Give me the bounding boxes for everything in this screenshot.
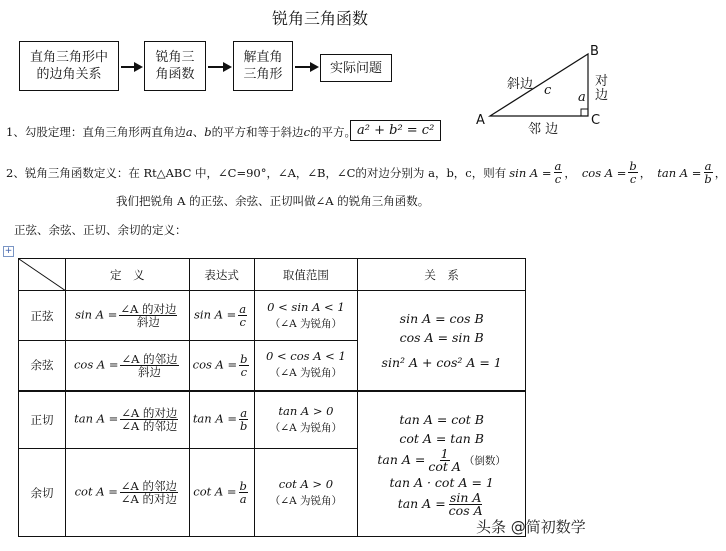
def-sin-den: c: [554, 172, 562, 186]
flow-box-line: 角函数: [155, 67, 195, 82]
table-row: [19, 391, 526, 449]
header-range: 取值范围: [254, 259, 358, 291]
relation-num: 1: [440, 446, 449, 462]
row-name: 正切: [19, 391, 66, 449]
relations-sin-cos: [358, 291, 526, 391]
expr-den: a: [239, 492, 247, 506]
expr-den: c: [239, 315, 246, 329]
expr-lhs: sin A =: [194, 307, 237, 322]
def-tan-num: a: [704, 159, 712, 173]
relation-line: tan A · cot A = 1: [389, 475, 494, 491]
relation-note: （倒数）: [463, 455, 506, 468]
table-row: [19, 291, 526, 341]
row-expression: [189, 391, 254, 449]
source-watermark: 头条 @简初数学: [476, 518, 586, 536]
expr-lhs: cot A =: [193, 484, 237, 499]
row-range: [254, 341, 358, 391]
def-cos-num: b: [629, 159, 637, 173]
pyth-b: b: [204, 125, 212, 139]
row-expression: [189, 341, 254, 391]
row-expression: [189, 291, 254, 341]
relation-line: tan A = cot B: [399, 412, 484, 428]
subtitle: 正弦、余弦、正切、余切的定义：: [14, 223, 187, 237]
relation-line: sin² A + cos² A = 1: [381, 354, 502, 370]
def-den: 斜边: [138, 364, 162, 379]
expr-num: a: [239, 302, 247, 316]
vertex-a: A: [476, 113, 485, 128]
def-cos-den: c: [629, 172, 637, 186]
relations-tan-cot: [358, 391, 526, 537]
row-name: 余切: [19, 449, 66, 537]
opposite-label: 边: [595, 88, 609, 103]
opposite-label: 对: [595, 74, 609, 89]
def-num: ∠A 的邻边: [120, 479, 177, 493]
hypotenuse-label: 斜边: [507, 77, 534, 92]
flow-arrow: [208, 62, 232, 72]
row-definition: [65, 449, 189, 537]
def-lhs: cot A =: [74, 484, 118, 499]
flow-box-line: 锐角三: [155, 50, 195, 65]
def-lhs: tan A =: [74, 411, 119, 426]
relation-line: [358, 448, 525, 473]
flow-box-line: 的边角关系: [36, 67, 102, 82]
flow-box-practice: [320, 54, 392, 82]
def-sin-lhs: sin A =: [509, 165, 552, 180]
expr-num: a: [240, 406, 248, 421]
row-name: 正弦: [19, 291, 66, 341]
row-range: [254, 391, 358, 449]
definition-line: [6, 160, 726, 185]
flow-box-trig: [144, 41, 206, 91]
flow-arrow: [121, 62, 143, 72]
table-header-row: [19, 259, 526, 291]
hypotenuse-var: c: [544, 83, 552, 98]
row-definition: [65, 391, 189, 449]
def-den: ∠A 的邻边: [121, 419, 178, 434]
range-note: （∠A 为锐角）: [269, 317, 343, 330]
triangle-shape: [490, 54, 588, 116]
flow-box-line: 实际问题: [329, 60, 382, 76]
pythagoras-formula: a² + b² = c²: [350, 120, 441, 141]
adjacent-label: 邻 边: [528, 122, 559, 137]
pyth-c: c: [303, 125, 311, 139]
diagonal-line: [19, 259, 66, 291]
flow-box-line: 三角形: [243, 67, 283, 82]
def-den: ∠A 的对边: [120, 492, 177, 506]
header-diagonal-cell: [19, 259, 66, 291]
pyth-sep: 、: [192, 125, 205, 139]
range-value: 0 < sin A < 1: [267, 299, 345, 314]
header-relation: 关 系: [358, 259, 526, 291]
pythagoras-line: [6, 124, 356, 140]
def-lhs: cos A =: [73, 357, 119, 372]
row-range: [254, 291, 358, 341]
def-lhs: sin A =: [75, 307, 118, 322]
expr-den: c: [240, 364, 248, 379]
range-value: 0 < cos A < 1: [266, 349, 346, 364]
def-tan-lhs: tan A =: [657, 165, 702, 180]
row-expression: [189, 449, 254, 537]
def-comma: ，: [714, 165, 726, 180]
def-num: ∠A 的对边: [120, 302, 177, 316]
relation-lhs: tan A =: [397, 496, 446, 512]
expr-num: b: [240, 351, 248, 366]
row-range: [254, 449, 358, 537]
flow-box-line: 直角三角形中: [29, 50, 108, 65]
flow-arrow: [295, 62, 319, 72]
flow-box-solve: [233, 41, 293, 91]
def-comma: ，: [564, 165, 576, 180]
header-definition: 定 义: [65, 259, 189, 291]
def-den: 斜边: [136, 315, 160, 329]
relation-line: [358, 492, 525, 517]
expr-den: b: [239, 419, 248, 434]
range-value: cot A > 0: [278, 476, 334, 491]
relation-num: sin A: [449, 490, 482, 506]
range-note: （∠A 为锐角）: [269, 421, 343, 434]
def-tan-den: b: [704, 172, 712, 186]
flow-box-edge-angle: [19, 41, 119, 91]
def-comma: ，: [639, 165, 652, 180]
header-expression: 表达式: [189, 259, 254, 291]
pyth-suffix: 的平方。: [310, 125, 357, 139]
note-text: 我们把锐角 A 的正弦、余弦、正切叫做∠A 的锐角三角函数。: [116, 194, 430, 208]
relation-lhs: tan A =: [377, 452, 426, 468]
relation-den: cos A: [448, 503, 483, 519]
range-value: tan A > 0: [278, 403, 334, 418]
def-num: ∠A 的邻边: [121, 351, 178, 366]
expr-lhs: cos A =: [192, 357, 238, 372]
range-note: （∠A 为锐角）: [269, 494, 343, 507]
expr-num: b: [239, 479, 247, 493]
row-name: 余弦: [19, 341, 66, 391]
row-definition: [65, 291, 189, 341]
vertex-c: C: [591, 113, 601, 128]
relation-line: sin A = cos B: [399, 310, 484, 326]
def-cos-lhs: cos A =: [581, 165, 627, 180]
flow-box-line: 解直角: [243, 50, 283, 65]
relation-line: cot A = tan B: [399, 431, 484, 447]
right-angle-mark: [581, 109, 588, 116]
table-move-handle-icon[interactable]: +: [4, 246, 13, 256]
relation-line: cos A = sin B: [399, 329, 484, 345]
relation-den: cot A: [428, 459, 461, 475]
side-a-var: a: [578, 90, 586, 105]
page-title: 锐角三角函数: [271, 9, 368, 28]
row-definition: [65, 341, 189, 391]
def-num: ∠A 的对边: [121, 406, 178, 421]
pyth-a: a: [185, 125, 193, 139]
trig-definition-table: [18, 258, 526, 537]
expr-lhs: tan A =: [192, 411, 237, 426]
vertex-b: B: [590, 44, 599, 59]
definition-text: 2、锐角三角函数定义：在 Rt△ABC 中，∠C=90°，∠A，∠B，∠C的对边分别为 a，b，c，则有: [6, 165, 507, 180]
def-sin-num: a: [554, 159, 562, 173]
pythagoras-prefix: 1、勾股定理：直角三角形两直角边: [6, 125, 186, 139]
pyth-mid: 的平方和等于斜边: [211, 125, 304, 139]
range-note: （∠A 为锐角）: [269, 367, 343, 380]
